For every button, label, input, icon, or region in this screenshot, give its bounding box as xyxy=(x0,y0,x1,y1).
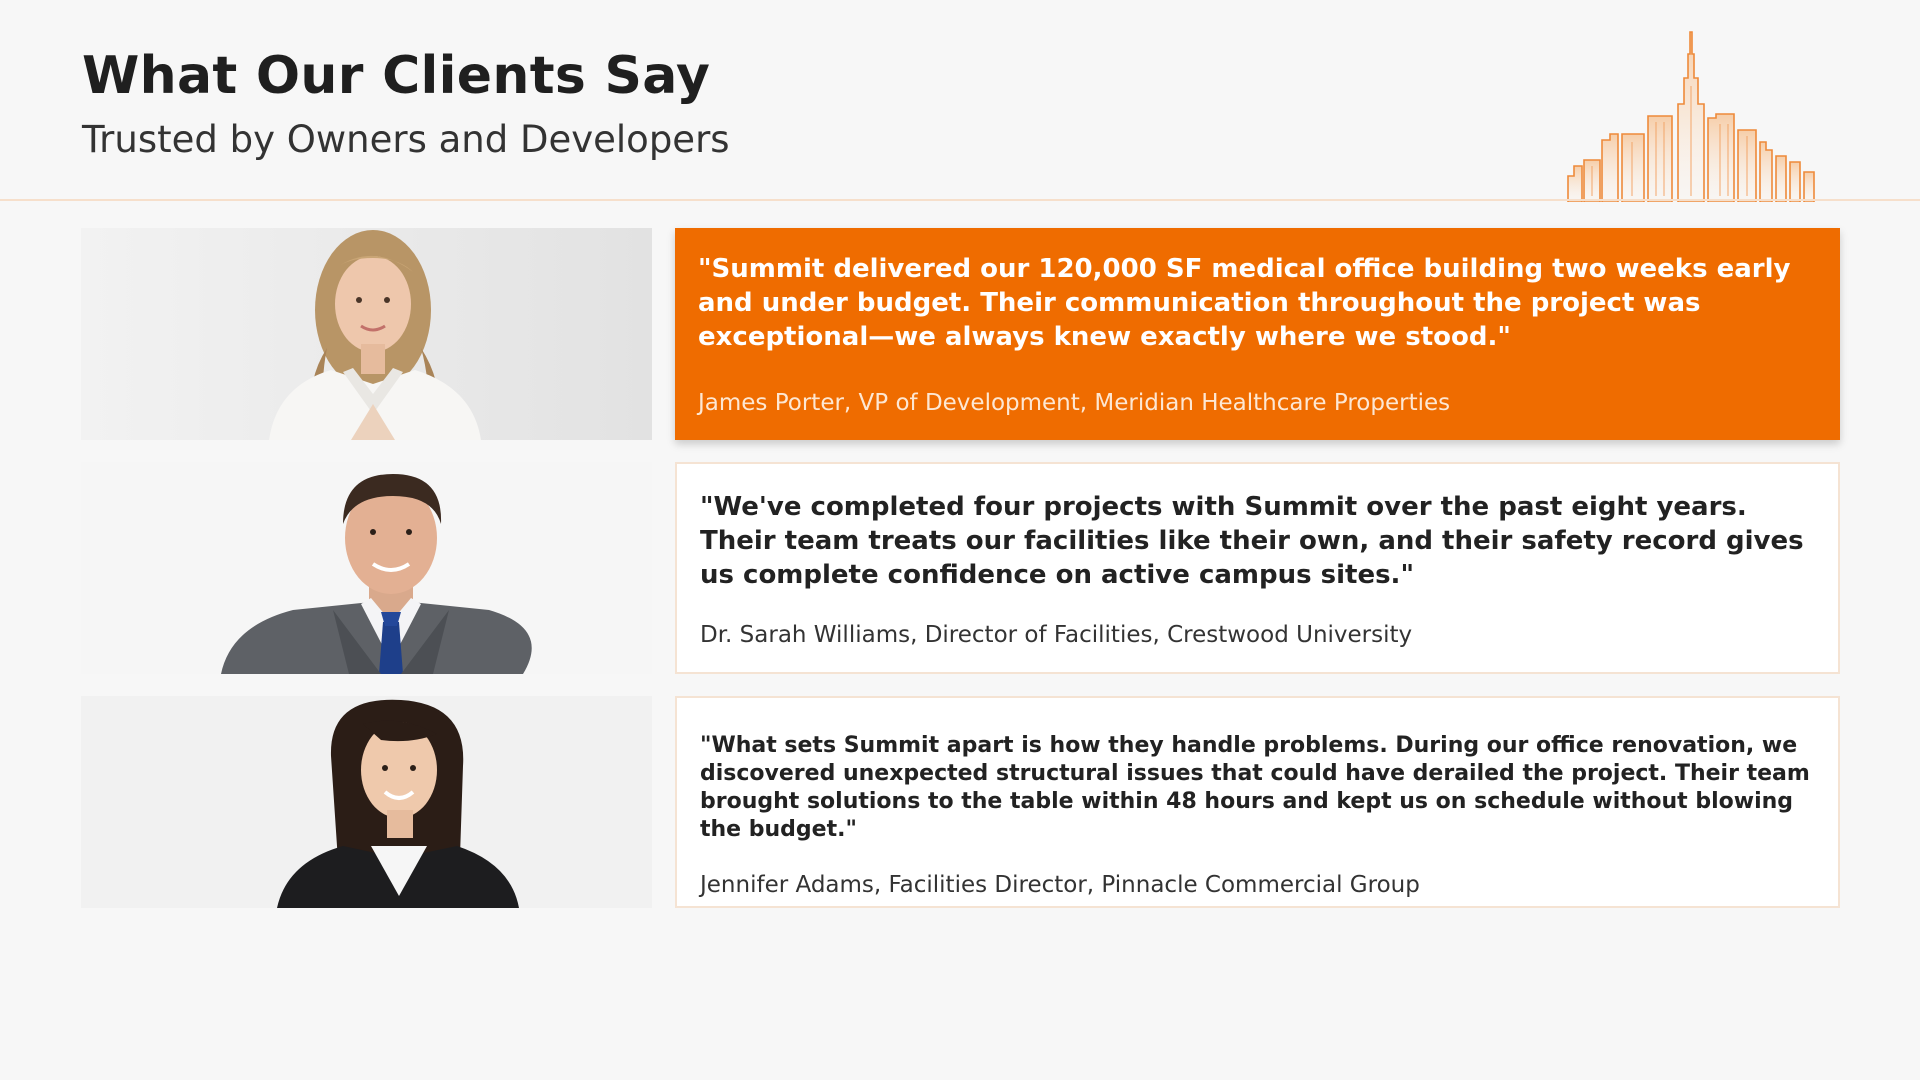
testimonial-author: James Porter, VP of Development, Meridian Healthcare Properties xyxy=(698,390,1451,416)
testimonial-row xyxy=(81,228,1840,440)
testimonial-quote: "Summit delivered our 120,000 SF medical office building two weeks early and under budget. Their communication throughout the project was exceptional—we always knew exactly where we stood." xyxy=(698,254,1791,352)
testimonial-card xyxy=(675,462,1840,674)
portrait-woman-black-blazer xyxy=(81,696,652,908)
testimonial-row xyxy=(81,696,1840,908)
page-title: What Our Clients Say xyxy=(82,46,711,106)
testimonial-quote: "What sets Summit apart is how they handle problems. During our office renovation, we discovered unexpected structural issues that could have derailed the project. Their team brought solutions to the table within 48 hours and kept us on schedule without blowing the budget." xyxy=(700,733,1810,842)
header-divider xyxy=(0,199,1920,201)
testimonial-row xyxy=(81,462,1840,674)
testimonial-card xyxy=(675,696,1840,908)
page-subtitle: Trusted by Owners and Developers xyxy=(82,118,730,161)
testimonial-author: Dr. Sarah Williams, Director of Facilities, Crestwood University xyxy=(700,622,1413,648)
header xyxy=(0,0,1920,200)
testimonial-quote: "We've completed four projects with Summit over the past eight years. Their team treats our facilities like their own, and their safety record gives us complete confidence on active campus sites." xyxy=(700,492,1804,590)
portrait-man-grey-suit xyxy=(81,462,652,674)
testimonial-author: Jennifer Adams, Facilities Director, Pinnacle Commercial Group xyxy=(700,872,1420,898)
city-skyline-icon xyxy=(1560,26,1848,202)
testimonial-card xyxy=(675,228,1840,440)
portrait-woman-white-blazer xyxy=(81,228,652,440)
